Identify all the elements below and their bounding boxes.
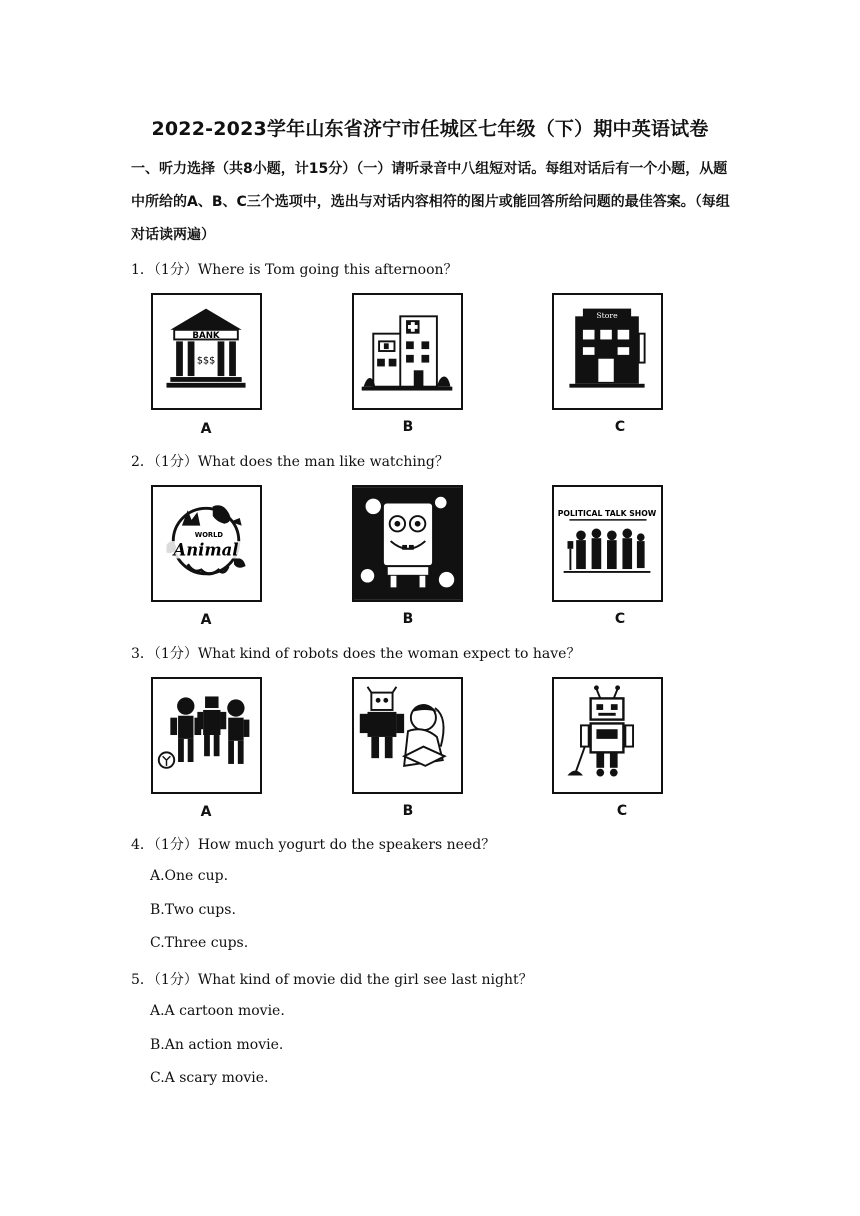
q4-choice-c: C.Three cups. — [150, 935, 249, 951]
q1-option-a-image — [151, 293, 262, 410]
section-instructions: 一、听力选择（共8小题，计15分）（一）请听录音中八组短对话。每组对话后有一个小题，从题中所给的A、B、C三个选项中，选出与对话内容相符的图片或能回答所给问题的最佳答案。（每组对话读两遍） — [131, 161, 730, 243]
talk-show-icon — [554, 487, 661, 600]
dollar-sign: $$$ — [196, 355, 216, 367]
question-2-stem: 2．（1分）What does the man like watching？ — [131, 454, 449, 470]
q3-label-c: C — [616, 803, 628, 819]
q2-label-c: C — [614, 611, 626, 627]
animal-text: Animal — [173, 540, 239, 560]
q1-option-c-image — [552, 293, 663, 410]
q3-option-a-image — [151, 677, 262, 794]
q2-label-a: A — [200, 612, 212, 628]
q2-option-b-image — [352, 485, 463, 602]
cleaning-robot-icon — [554, 679, 661, 792]
q2-option-a-image — [151, 485, 262, 602]
q1-option-b-image — [352, 293, 463, 410]
q1-label-a: A — [200, 421, 212, 437]
store-icon — [554, 295, 661, 408]
talk-show-title: POLITICAL TALK SHOW — [557, 509, 657, 519]
playing-robots-icon — [153, 679, 260, 792]
q1-label-c: C — [614, 419, 626, 435]
reading-robot-icon — [354, 679, 461, 792]
hospital-icon — [354, 295, 461, 408]
q5-choice-b: B.An action movie. — [150, 1037, 284, 1053]
q1-label-b: B — [402, 419, 414, 435]
q5-choice-a: A.A cartoon movie. — [150, 1003, 285, 1019]
q3-option-b-image — [352, 677, 463, 794]
q3-option-c-image — [552, 677, 663, 794]
world-text: WORLD — [194, 531, 224, 540]
q4-choice-b: B.Two cups. — [150, 902, 236, 918]
question-3-stem: 3．（1分）What kind of robots does the woman expect to have？ — [131, 646, 581, 662]
q2-label-b: B — [402, 611, 414, 627]
bank-icon — [153, 295, 260, 408]
question-1-stem: 1．（1分）Where is Tom going this afternoon？ — [131, 262, 458, 278]
q3-label-b: B — [402, 803, 414, 819]
q4-choice-a: A.One cup. — [150, 868, 229, 884]
q5-choice-c: C.A scary movie. — [150, 1070, 269, 1086]
cartoon-character-icon — [354, 487, 461, 600]
bank-sign: BANK — [192, 331, 220, 342]
question-5-stem: 5．（1分）What kind of movie did the girl see last night？ — [131, 972, 533, 988]
q3-label-a: A — [200, 804, 212, 820]
q2-option-c-image — [552, 485, 663, 602]
store-sign: Store — [596, 311, 618, 321]
page-title: 2022-2023学年山东省济宁市任城区七年级（下）期中英语试卷 — [151, 118, 709, 140]
question-4-stem: 4．（1分）How much yogurt do the speakers need？ — [131, 837, 496, 853]
animal-world-icon — [153, 487, 260, 600]
